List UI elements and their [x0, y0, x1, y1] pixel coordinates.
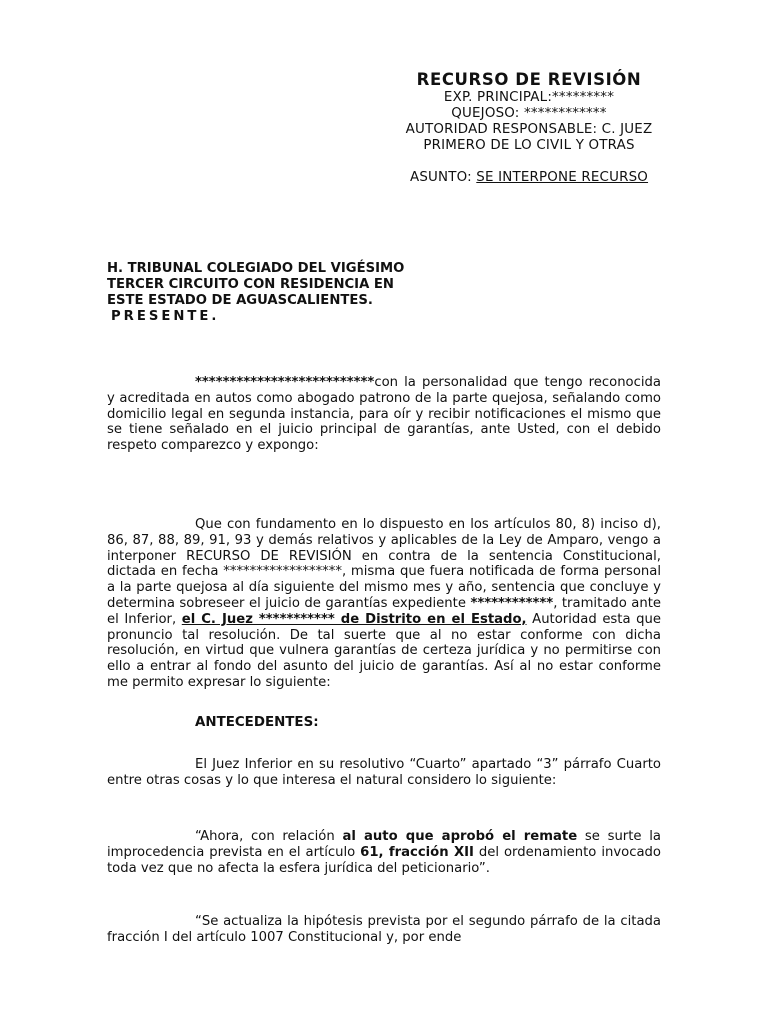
document-title: RECURSO DE REVISIÓN	[416, 70, 642, 89]
asunto-label: ASUNTO:	[409, 170, 477, 185]
paragraph-resolutivo: El Juez Inferior en su resolutivo “Cuarto” apartado “3” párrafo Cuarto entre otras cosas y lo que interesa el natural considero lo siguiente:	[107, 757, 661, 788]
paragraph-fundamento-text-a: Que con fundamento en lo dispuesto en los artículos 80, 8) inciso d), 86, 87, 88, 89, 91, 93 y demás relativos y aplicables de la Ley de Amparo, vengo a interponer RECURSO DE REVISIÓN en contra de la sentencia Constitucional, dictada en fecha ******************, misma que fuera notificada de forma personal a la parte quejosa al día siguiente del mismo mes y año, sentencia que concluye y determina sobreseer el juicio de garantías expediente	[107, 517, 661, 611]
paragraph-quote-remate	[107, 829, 661, 876]
addressee-block	[107, 261, 467, 325]
quote-remate-text-c: del ordenamiento invocado toda vez que no afecta la esfera jurídica del peticionario”.	[107, 844, 661, 876]
paragraph-fundamento-text-b: , tramitado ante el Inferior,	[107, 595, 661, 627]
primero-line: PRIMERO DE LO CIVIL Y OTRAS	[423, 138, 635, 153]
quote-remate-bold-b: 61, fracción XII	[360, 844, 474, 860]
paragraph-fundamento	[107, 517, 661, 691]
autoridad-line: AUTORIDAD RESPONSABLE: C. JUEZ	[405, 122, 653, 137]
addressee-line-3: ESTE ESTADO DE AGUASCALIENTES.	[107, 293, 373, 308]
asunto-line	[398, 170, 660, 186]
presente-line: PRESENTE.	[111, 309, 220, 324]
document-header	[398, 70, 660, 186]
paragraph-fundamento-text-c: Autoridad esta que pronuncio tal resolución. De tal suerte que al no estar conforme con dicha resolución, en virtud que vulnera garantías de certeza jurídica y no permitirse con ello a entrar al fondo del asunto del juicio de garantías. Así al no estar conforme me permito expresar lo siguiente:	[107, 611, 662, 690]
quote-remate-bold-a: al auto que aprobó el remate	[342, 829, 578, 844]
expediente-line: EXP. PRINCIPAL:*********	[443, 90, 615, 105]
juez-reference: el C. Juez *********** de Distrito en el Estado,	[181, 611, 527, 627]
paragraph-personalidad-text: con la personalidad que tengo reconocida y acreditada en autos como abogado patrono de la parte quejosa, señalando como domicilio legal en segunda instancia, para oír y recibir notificaciones el mismo que se tiene señalado en el juicio principal de garantías, ante Usted, con el debido respeto comparezco y expongo:	[107, 375, 661, 454]
expediente-number: ************	[470, 595, 554, 611]
asunto-value: SE INTERPONE RECURSO	[476, 170, 649, 185]
paragraph-quote-hipotesis: “Se actualiza la hipótesis prevista por el segundo párrafo de la citada fracción I del artículo 1007 Constitucional y, por ende	[107, 914, 661, 945]
quote-remate-text-b: se surte la improcedencia prevista en el artículo	[107, 829, 661, 860]
quejoso-line: QUEJOSO: ************	[451, 106, 607, 121]
promovente-name: **************************	[195, 375, 375, 390]
addressee-line-2: TERCER CIRCUITO CON RESIDENCIA EN	[107, 277, 394, 292]
antecedentes-heading: ANTECEDENTES:	[195, 715, 319, 730]
quote-remate-text-a: “Ahora, con relación	[195, 829, 343, 844]
paragraph-personalidad	[107, 375, 661, 454]
addressee-line-1: H. TRIBUNAL COLEGIADO DEL VIGÉSIMO	[107, 261, 405, 276]
